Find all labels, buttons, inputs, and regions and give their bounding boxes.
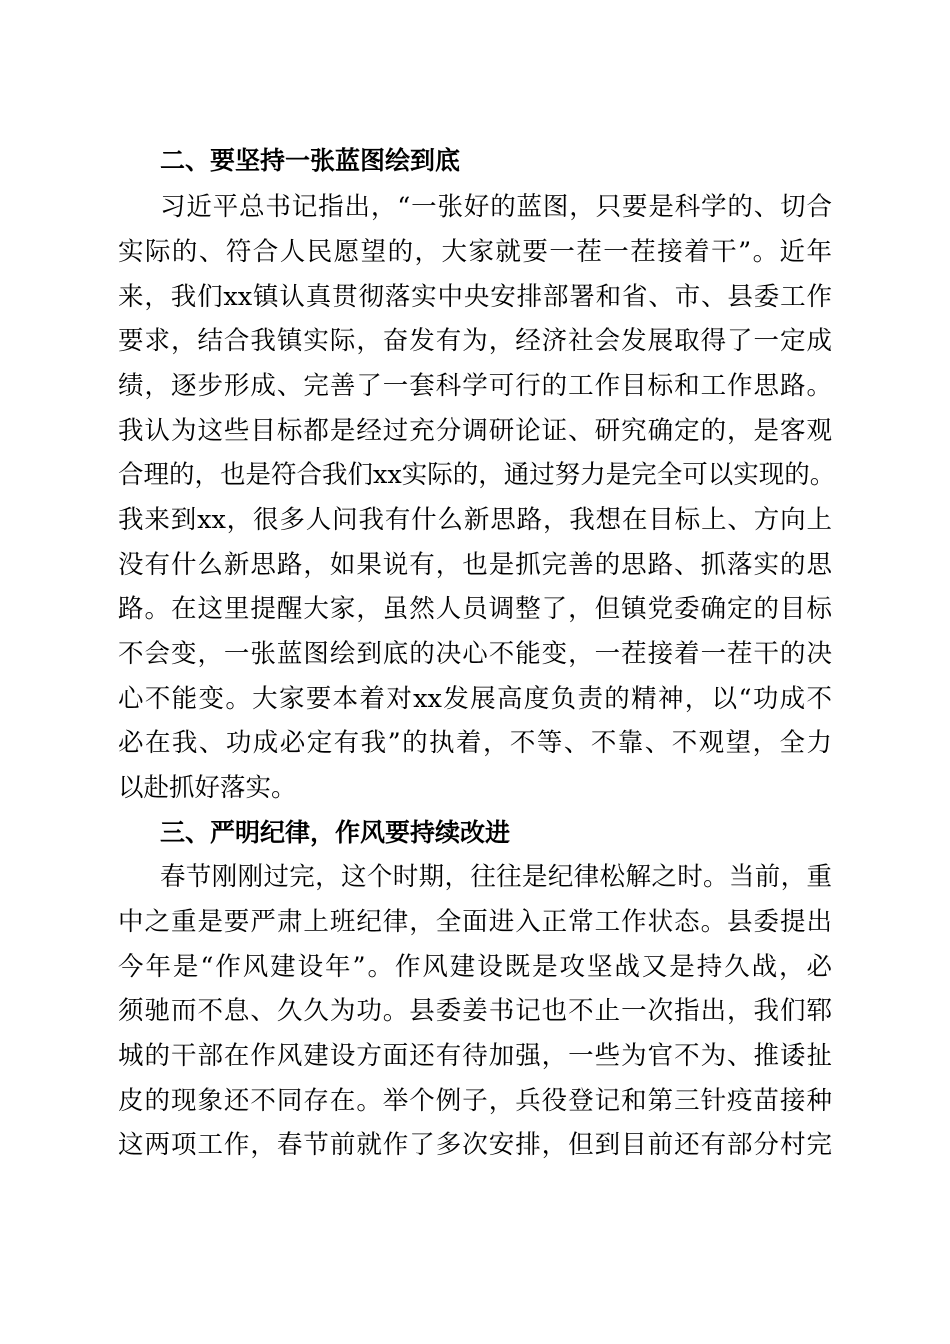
section-3-line-1: 春节刚刚过完，这个时期，往往是纪律松解之时。当前，重	[160, 862, 832, 892]
section-3-line-2: 中之重是要严肃上班纪律，全面进入正常工作状态。县委提出	[118, 907, 832, 937]
section-2-line-10: 路。在这里提醒大家，虽然人员调整了，但镇党委确定的目标	[118, 594, 832, 624]
section-3-line-6: 皮的现象还不同存在。举个例子，兵役登记和第三针疫苗接种	[118, 1086, 832, 1116]
section-2-heading: 二、要坚持一张蓝图绘到底	[160, 146, 461, 175]
section-2-line-14: 以赴抓好落实。	[118, 773, 297, 803]
section-2-line-8: 我来到xx，很多人问我有什么新思路，我想在目标上、方向上	[118, 505, 832, 535]
section-2-line-9: 没有什么新思路，如果说有，也是抓完善的思路、抓落实的思	[118, 550, 832, 580]
section-3-line-5: 城的干部在作风建设方面还有待加强，一些为官不为、推诿扯	[118, 1041, 832, 1071]
section-3-line-7: 这两项工作，春节前就作了多次安排，但到目前还有部分村完	[118, 1130, 832, 1160]
section-2-line-6: 我认为这些目标都是经过充分调研论证、研究确定的，是客观	[118, 416, 832, 446]
section-2-line-3: 来，我们xx镇认真贯彻落实中央安排部署和省、市、县委工作	[118, 282, 832, 312]
section-2-line-13: 必在我、功成必定有我”的执着，不等、不靠、不观望，全力	[118, 728, 832, 758]
section-3-heading: 三、严明纪律，作风要持续改进	[160, 818, 511, 847]
section-2-line-7: 合理的，也是符合我们xx实际的，通过努力是完全可以实现的。	[118, 460, 836, 490]
section-2-line-5: 绩，逐步形成、完善了一套科学可行的工作目标和工作思路。	[118, 371, 832, 401]
section-2-line-2: 实际的、符合人民愿望的，大家就要一茬一茬接着干”。近年	[118, 237, 832, 267]
section-3-line-3: 今年是“作风建设年”。作风建设既是攻坚战又是持久战，必	[118, 952, 832, 982]
section-2-line-12: 心不能变。大家要本着对xx发展高度负责的精神，以“功成不	[118, 684, 832, 714]
section-2-line-1: 习近平总书记指出，“一张好的蓝图，只要是科学的、切合	[160, 192, 832, 222]
section-2-line-11: 不会变，一张蓝图绘到底的决心不能变，一茬接着一茬干的决	[118, 639, 832, 669]
section-3-line-4: 须驰而不息、久久为功。县委姜书记也不止一次指出，我们郓	[118, 996, 832, 1026]
section-2-line-4: 要求，结合我镇实际，奋发有为，经济社会发展取得了一定成	[118, 326, 832, 356]
